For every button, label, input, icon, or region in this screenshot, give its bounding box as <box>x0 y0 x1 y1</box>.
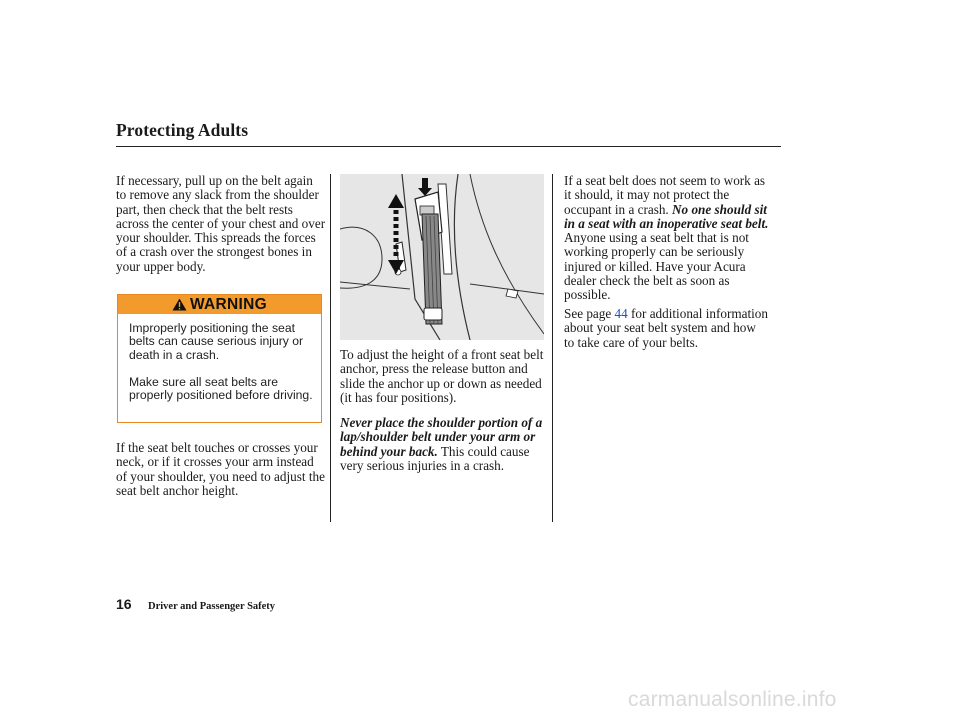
watermark: carmanualsonline.info <box>628 688 837 711</box>
col2-tail: This could cause very serious injuries in a crash. <box>340 443 530 473</box>
col3-para-end: Anyone using a seat belt that is not working properly can be seriously injured or killed. Have your Acura dealer check the belt as soon as possible. <box>564 230 749 303</box>
col2-emphasis: Never place the shoulder portion of a lap/shoulder belt under your arm or behind your back. <box>340 415 543 459</box>
col3-paragraph-1 <box>564 174 769 303</box>
warning-box <box>117 294 322 423</box>
page-title: Protecting Adults <box>116 120 249 140</box>
column-divider-right <box>552 174 553 522</box>
col2-paragraph-1: To adjust the height of a front seat belt anchor, press the release button and slide the anchor up or down as needed (it has four positions). <box>340 347 544 405</box>
warning-text-1: Improperly positioning the seat belts can cause serious injury or death in a crash. <box>129 321 304 362</box>
seat-belt-anchor-drawing <box>340 174 544 340</box>
section-title: Driver and Passenger Safety <box>148 601 276 612</box>
col2-paragraph-2 <box>340 416 545 473</box>
col3-paragraph-2 <box>564 307 769 350</box>
warning-header <box>118 295 321 314</box>
warning-triangle-icon <box>172 298 187 311</box>
page-number: 16 <box>116 596 132 612</box>
column-divider-left <box>330 174 331 522</box>
see-page-suffix: for additional information about your seat belt system and how to take care of your belts. <box>564 306 768 350</box>
warning-text-2: Make sure all seat belts are properly positioned before driving. <box>129 375 313 403</box>
warning-label: WARNING <box>189 295 267 313</box>
col3-emphasis: No one should sit in a seat with an inoperative seat belt. <box>564 201 769 231</box>
page-44-link[interactable]: 44 <box>614 306 628 321</box>
seat-belt-anchor-illustration <box>340 174 544 340</box>
col1-paragraph-2: If the seat belt touches or crosses your neck, or if it crosses your arm instead of your shoulder, you need to adjust the seat belt anchor height. <box>116 440 325 498</box>
col1-paragraph-1: If necessary, pull up on the belt again to remove any slack from the shoulder part, then check that the belt rests across the center of your chest and over your shoulder. This spreads the forces of a crash over the strongest bones in your upper body. <box>116 173 326 274</box>
title-rule <box>116 146 781 147</box>
col3-para-start: If a seat belt does not seem to work as it should, it may not protect the occupant in a crash. <box>564 173 766 217</box>
see-page-prefix: See page <box>564 306 615 321</box>
